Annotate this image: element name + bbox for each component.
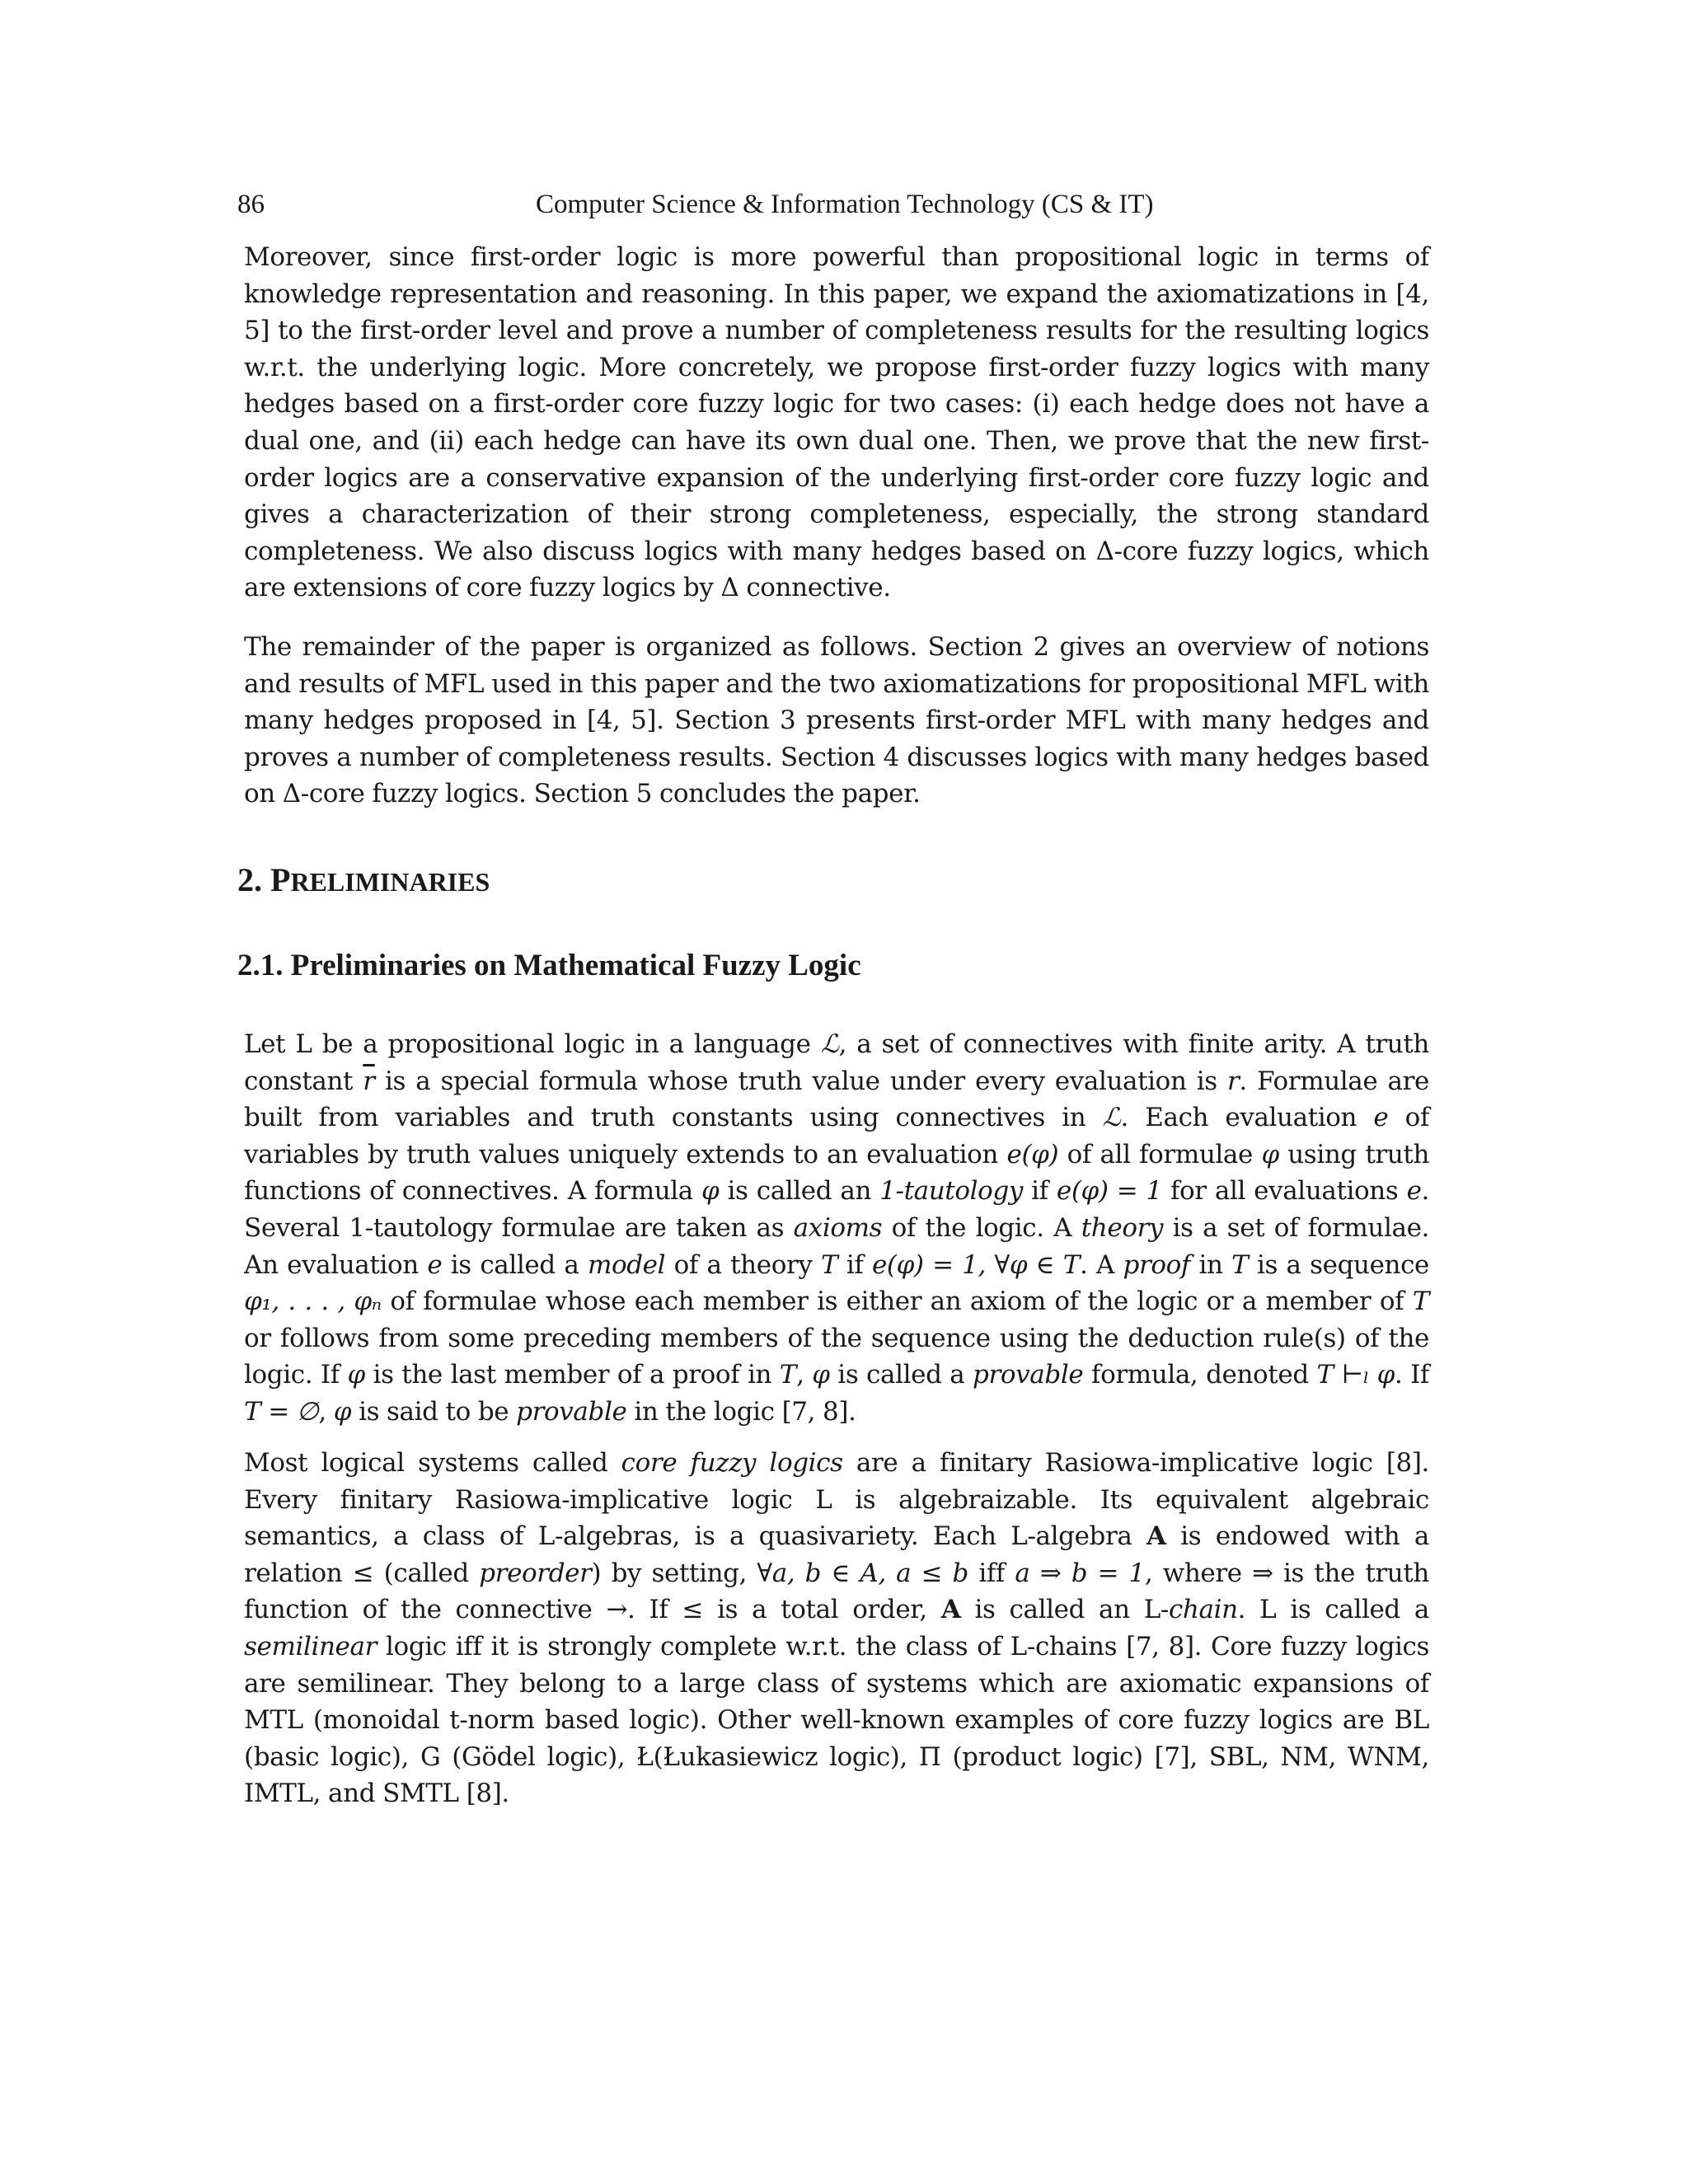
- term-chain: chain: [1168, 1595, 1238, 1625]
- term-1-tautology: 1-tautology: [879, 1176, 1023, 1207]
- term-provable: provable: [973, 1360, 1084, 1390]
- term-model: model: [587, 1249, 666, 1280]
- page-number: 86: [237, 190, 265, 219]
- term-proof: proof: [1123, 1249, 1191, 1280]
- section-title-rest: RELIMINARIES: [290, 867, 490, 897]
- term-axioms: axioms: [793, 1212, 883, 1243]
- journal-title: Computer Science & Information Technology (CS & IT): [536, 190, 1154, 219]
- math-language: ℒ: [820, 1029, 839, 1059]
- section-number: 2.: [237, 861, 262, 898]
- intro-paragraph-1: Moreover, since first-order logic is more powerful than propositional logic in terms of knowledge representation and reasoning. In this paper, we expand the axiomatizations in [4, 5] to the first-order level and prove a number of completeness results for the resulting logics w.r.t. the underlying logic. More concretely, we propose first-order fuzzy logics with many hedges based on a first-order core fuzzy logic for two cases: (i) each hedge does not have a dual one, and (ii) each hedge can have its own dual one. Then, we prove that the new first-order logics are a conservative expansion of the underlying first-order core fuzzy logic and gives a characterization of their strong completeness, especially, the strong standard completeness. We also discuss logics with many hedges based on Δ-core fuzzy logics, which are extensions of core fuzzy logics by Δ connective.: [244, 242, 1429, 603]
- term-preorder: preorder: [479, 1558, 592, 1588]
- math-algebra-A: A: [1146, 1521, 1166, 1552]
- mfl-paragraph-2: Most logical systems called core fuzzy logics are a finitary Rasiowa-implicative logic [8]. Every finitary Rasiowa-implicative logic L is algebraizable. Its equivalent algebraic semantics, a class of L-algebras, is a quasivariety. Each L-algebra A is endowed with a relation ≤ (called preorder) by setting, ∀a, b ∈ A, a ≤ b iff a ⇒ b = 1, where ⇒ is the truth function of the connective →. If ≤ is a total order, A is called an L-chain. L is called a semilinear logic iff it is strongly complete w.r.t. the class of L-chains [7, 8]. Core fuzzy logics are semilinear. They belong to a large class of systems which are axiomatic expansions of MTL (monoidal t-norm based logic). Other well-known examples of core fuzzy logics are BL (basic logic), G (Gödel logic), Ł(Łukasiewicz logic), Π (product logic) [7], SBL, NM, WNM, IMTL, and SMTL [8].: [244, 1448, 1429, 1809]
- subsection-heading-mfl: 2.1. Preliminaries on Mathematical Fuzzy Logic: [237, 949, 861, 982]
- section-heading-preliminaries: [237, 858, 490, 904]
- intro-paragraph-2: The remainder of the paper is organized as follows. Section 2 gives an overview of notions and results of MFL used in this paper and the two axiomatizations for propositional MFL with many hedges proposed in [4, 5]. Section 3 presents first-order MFL with many hedges and proves a number of completeness results. Section 4 discusses logics with many hedges based on Δ-core fuzzy logics. Section 5 concludes the paper.: [244, 632, 1429, 809]
- mfl-paragraph-1: Let L be a propositional logic in a language ℒ, a set of connectives with finite arity. A truth constant $\overline{r}$ is a special formula whose truth value under every evaluation is r. Formulae are built from variables and truth constants using connectives in ℒ. Each evaluation e of variables by truth values uniquely extends to an evaluation e(φ) of all formulae φ using truth functions of connectives. A formula φ is called an 1-tautology if e(φ) = 1 for all evaluations e. Several 1-tautology formulae are taken as axioms of the logic. A theory is a set of formulae. An evaluation e is called a model of a theory T if e(φ) = 1, ∀φ ∈ T. A proof in T is a sequence φ₁, . . . , φₙ of formulae whose each member is either an axiom of the logic or a member of T or follows from some preceding members of the sequence using the deduction rule(s) of the logic. If φ is the last member of a proof in T, φ is called a provable formula, denoted T ⊢ₗ φ. If T = ∅, φ is said to be provable in the logic [7, 8].: [244, 1029, 1430, 1427]
- term-theory: theory: [1081, 1212, 1164, 1243]
- math-truth-constant: $\overline{r}$: [363, 1066, 375, 1096]
- term-core-fuzzy-logics: core fuzzy logics: [621, 1448, 843, 1478]
- term-semilinear: semilinear: [244, 1631, 377, 1661]
- section-title-initial: P: [270, 861, 291, 898]
- running-header: [237, 183, 1424, 226]
